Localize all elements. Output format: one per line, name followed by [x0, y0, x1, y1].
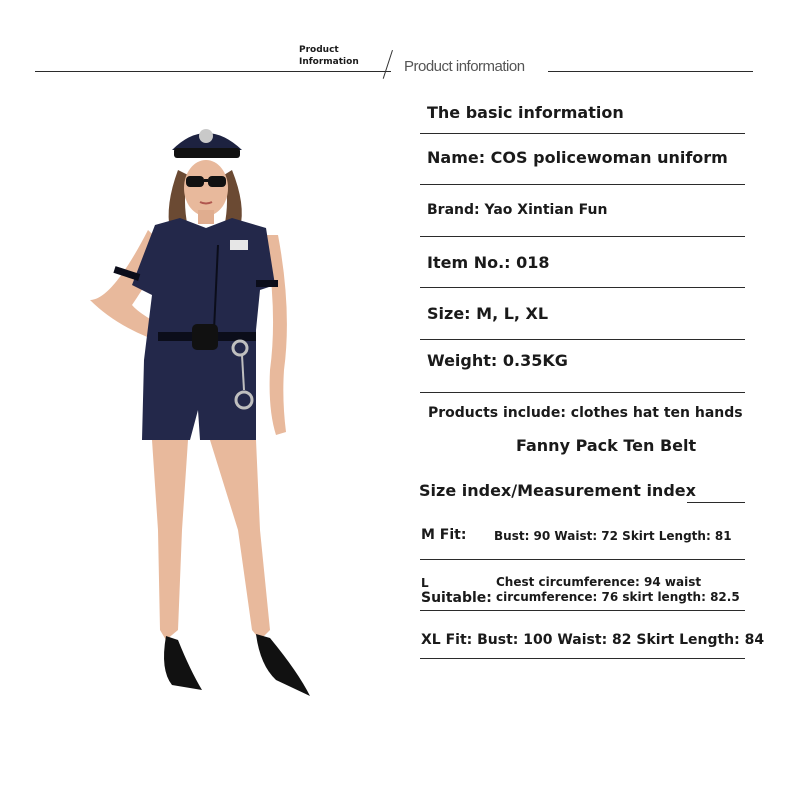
- size-row-l-label-line1: L: [421, 576, 429, 590]
- header-slash: [383, 50, 393, 79]
- size-row-l-label-line2: Suitable:: [421, 590, 492, 606]
- size-row-l-value-line2: circumference: 76 skirt length: 82.5: [496, 590, 740, 604]
- header-small-label: [299, 44, 359, 68]
- divider: [420, 658, 745, 659]
- info-name: Name: COS policewoman uniform: [427, 148, 728, 167]
- divider: [420, 287, 745, 288]
- divider: [420, 236, 745, 237]
- size-row-l-value-line1: Chest circumference: 94 waist: [496, 575, 702, 589]
- divider: [420, 184, 745, 185]
- size-row-xl-value: Bust: 100 Waist: 82 Skirt Length: 84: [477, 632, 765, 648]
- header-small-label-line1: Product: [299, 45, 339, 55]
- divider: [420, 339, 745, 340]
- size-row-m-value: Bust: 90 Waist: 72 Skirt Length: 81: [494, 529, 732, 543]
- size-row-xl-label: XL Fit:: [421, 632, 473, 648]
- header-small-label-line2: Information: [299, 57, 359, 67]
- header-left-rule: [35, 71, 391, 72]
- divider: [687, 502, 745, 503]
- size-row-m-label: M Fit:: [421, 527, 467, 543]
- header-right-rule: [548, 71, 753, 72]
- info-brand: Brand: Yao Xintian Fun: [427, 202, 608, 218]
- info-includes-line2: Fanny Pack Ten Belt: [516, 436, 697, 455]
- divider: [420, 392, 745, 393]
- product-photo: [60, 110, 350, 710]
- divider: [420, 610, 745, 611]
- divider: [420, 559, 745, 560]
- size-row-xl: [421, 632, 764, 648]
- info-includes: Products include: clothes hat ten hands: [428, 405, 743, 421]
- header-title: Product information: [404, 58, 525, 75]
- divider: [420, 133, 745, 134]
- info-item-no: Item No.: 018: [427, 253, 550, 272]
- info-size: Size: M, L, XL: [427, 304, 549, 323]
- size-index-title: Size index/Measurement index: [419, 481, 696, 500]
- info-weight: Weight: 0.35KG: [427, 351, 568, 370]
- police-hat-icon: [172, 129, 242, 158]
- info-section-title: The basic information: [427, 103, 624, 122]
